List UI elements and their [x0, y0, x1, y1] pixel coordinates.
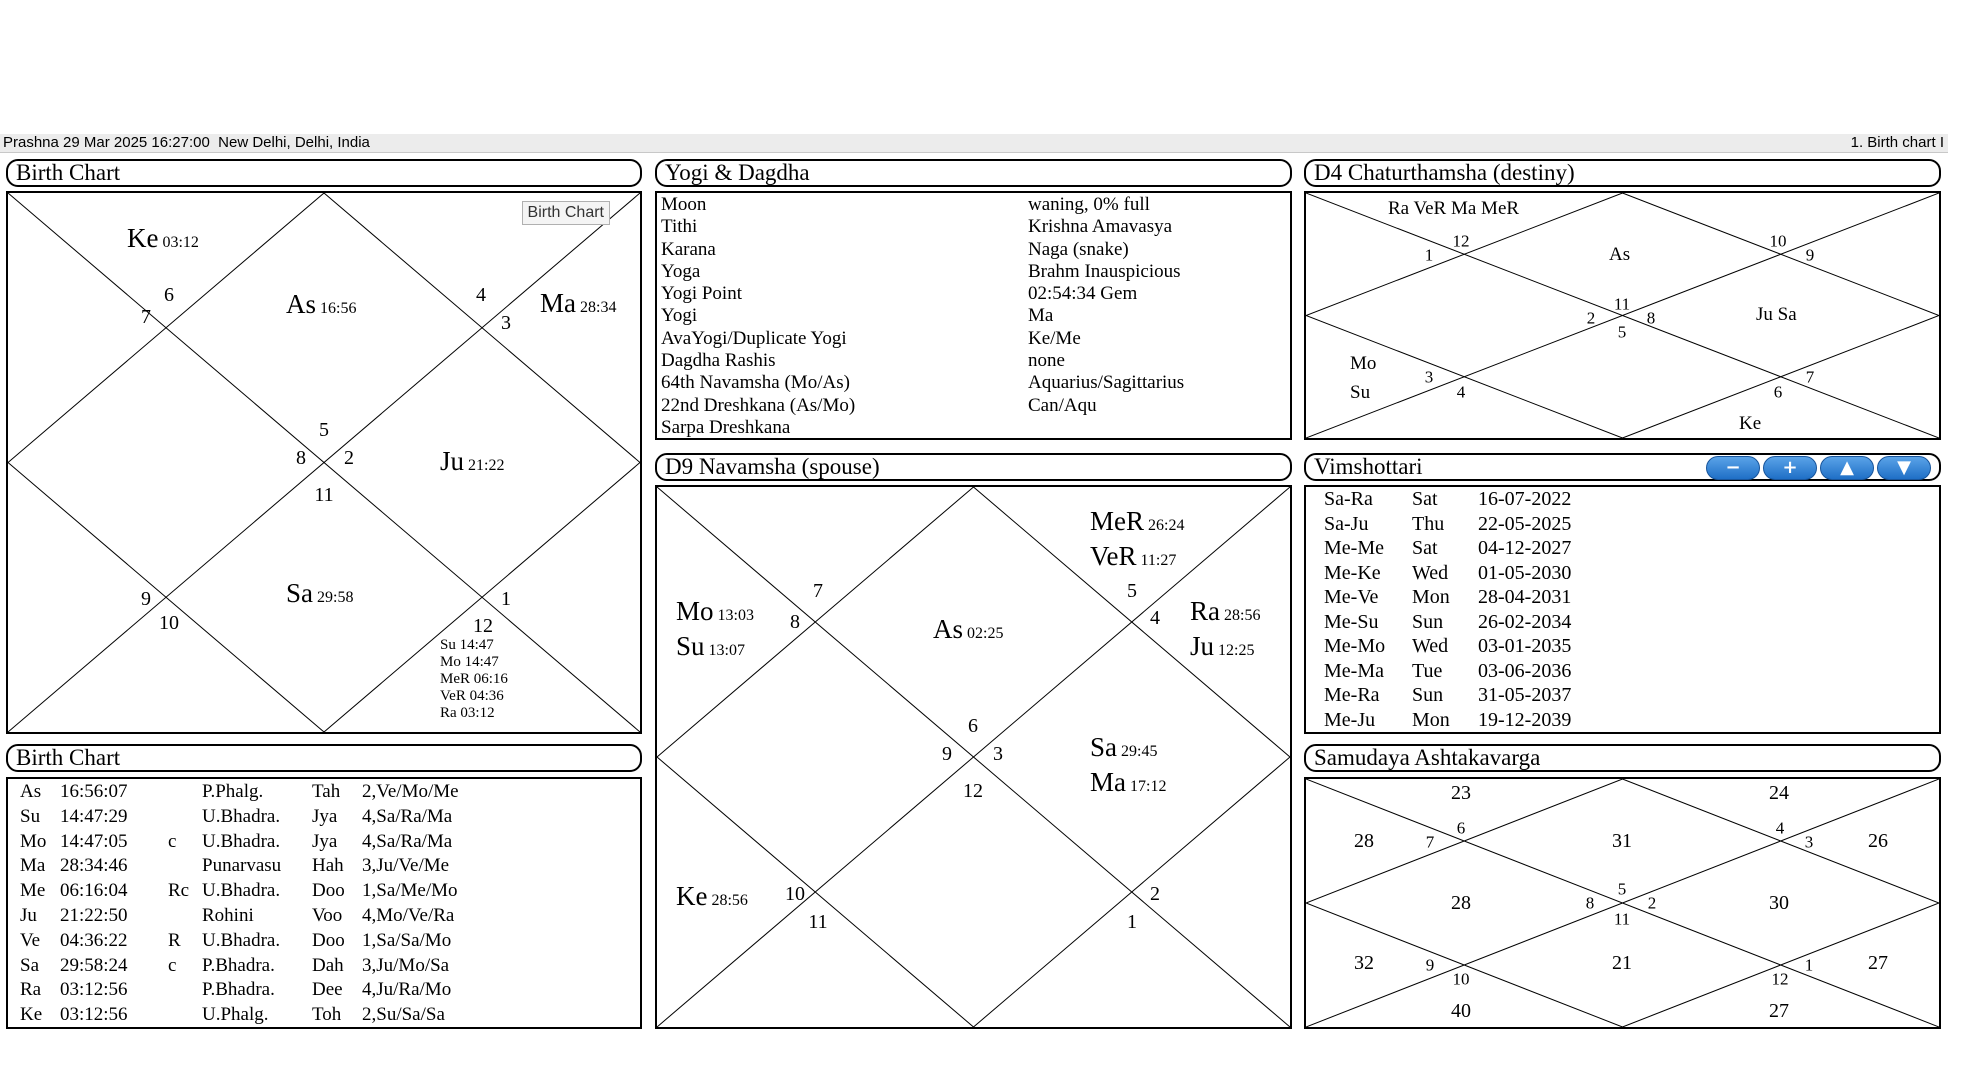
house-number: 9 [1425, 955, 1435, 975]
table-cell [168, 905, 202, 930]
planet-ra[interactable]: Ra 28:56 [1190, 596, 1261, 626]
table-cell: Doo [312, 929, 345, 951]
d4-planets-h6[interactable]: Ke [1739, 413, 1762, 434]
table-row[interactable] [20, 930, 482, 955]
house-number: 11 [808, 911, 828, 933]
table-cell: Jya [312, 805, 338, 827]
house-number: 2 [1586, 308, 1596, 328]
dasha-row[interactable] [1324, 683, 1608, 708]
dasha-cell: 28-04-2031 [1478, 586, 1572, 608]
table-cell: U.Bhadra. [202, 929, 281, 951]
table-cell: U.Phalg. [202, 1004, 269, 1026]
expand-button[interactable]: + [1763, 456, 1817, 480]
table-cell: 3,Ju/Mo/Sa [362, 954, 450, 976]
table-cell: 4,Mo/Ve/Ra [362, 904, 455, 926]
yogi-dagdha-panel [655, 159, 1292, 440]
table-cell: Doo [312, 880, 345, 902]
planet-sa[interactable]: Sa 29:58 [286, 578, 354, 608]
table-cell [168, 855, 202, 880]
table-cell: P.Phalg. [202, 781, 264, 802]
north-indian-chart-grid [1306, 193, 1939, 438]
table-cell: Me [20, 880, 46, 902]
dasha-cell: Mon [1412, 708, 1450, 731]
dasha-table [1324, 487, 1608, 732]
yogi-label: Sarpa Dreshkana [661, 416, 791, 438]
dasha-cell: Sun [1412, 610, 1444, 633]
table-cell: P.Bhadra. [202, 954, 275, 976]
house-number: 4 [1775, 818, 1785, 838]
table-cell: Voo [312, 904, 343, 926]
house-number: 5 [1617, 322, 1627, 342]
north-indian-chart-grid [1306, 779, 1939, 1027]
panel-title[interactable]: Samudaya Ashtakavarga [1304, 744, 1941, 772]
list-item [661, 216, 1278, 238]
dasha-cell: 26-02-2034 [1478, 610, 1572, 633]
dasha-cell: Me-Su [1324, 610, 1379, 633]
house-number: 7 [141, 306, 151, 328]
dasha-cell: Me-Ve [1324, 586, 1379, 608]
house-number: 10 [1769, 231, 1787, 251]
list-item [661, 372, 1278, 394]
table-cell: Dee [312, 979, 343, 1001]
house-number: 4 [476, 284, 486, 306]
north-indian-chart-grid [8, 193, 640, 732]
yogi-label: Tithi [661, 216, 698, 238]
list-item [661, 305, 1278, 327]
d4-panel [1304, 159, 1941, 440]
table-cell: Mo [20, 830, 47, 852]
planet-su[interactable]: Su 13:07 [676, 631, 745, 661]
d9-panel [655, 453, 1292, 1029]
yogi-value: Ke/Me [1028, 327, 1081, 349]
planet-mer[interactable]: MeR 26:24 [1090, 506, 1185, 536]
house-number: 10 [785, 883, 805, 905]
house-number: 11 [1613, 909, 1631, 929]
table-cell: 3,Ju/Ve/Me [362, 855, 450, 877]
planet-small-me[interactable]: MeR 06:16 [440, 671, 508, 687]
d4-planets-h1[interactable]: As [1609, 244, 1631, 265]
house-number: 10 [159, 612, 179, 634]
d4-planets-su[interactable]: Su [1350, 382, 1371, 403]
planet-as[interactable]: As 02:25 [933, 614, 1004, 644]
collapse-button[interactable]: − [1706, 456, 1760, 480]
yogi-value: Brahm Inauspicious [1028, 260, 1181, 282]
table-row[interactable] [20, 979, 482, 1004]
dasha-row[interactable] [1324, 634, 1608, 659]
house-number: 6 [1773, 382, 1783, 402]
house-number: 1 [1804, 955, 1814, 975]
dasha-cell: 19-12-2039 [1478, 708, 1572, 731]
dasha-cell: 01-05-2030 [1478, 561, 1572, 584]
ashtakavarga-points: 28 [1451, 892, 1471, 914]
table-row[interactable] [20, 880, 482, 905]
planet-ma[interactable]: Ma 17:12 [1090, 767, 1167, 797]
dasha-cell: Sat [1412, 488, 1438, 510]
table-cell: 16:56:07 [60, 781, 128, 802]
ashtakavarga-points: 31 [1612, 830, 1632, 852]
house-number: 9 [942, 743, 952, 765]
list-item [661, 417, 1278, 439]
table-cell: 4,Ju/Ra/Mo [362, 979, 452, 1001]
yogi-label: Moon [661, 194, 707, 215]
dasha-cell: Sat [1412, 537, 1438, 559]
house-number: 3 [993, 743, 1003, 765]
ashtakavarga-panel [1304, 744, 1941, 1029]
house-number: 5 [1127, 580, 1137, 602]
dasha-row[interactable] [1324, 708, 1608, 733]
dasha-row[interactable] [1324, 487, 1608, 512]
dasha-cell: Sa-Ra [1324, 488, 1373, 510]
house-number: 7 [813, 580, 823, 602]
birth-table-body [6, 777, 642, 1029]
table-cell: As [20, 781, 42, 802]
house-number: 2 [1647, 893, 1657, 913]
dasha-cell: Me-Ra [1324, 684, 1380, 706]
dasha-row[interactable] [1324, 536, 1608, 561]
house-number: 2 [1150, 883, 1160, 905]
dasha-cell: Me-Mo [1324, 635, 1386, 657]
house-number: 4 [1150, 607, 1160, 629]
table-cell: 04:36:22 [60, 929, 128, 951]
table-row[interactable] [20, 955, 482, 980]
dasha-cell: 22-05-2025 [1478, 512, 1572, 535]
table-cell: R [168, 929, 181, 951]
d4-planets-mo[interactable]: Mo [1350, 353, 1377, 374]
planet-sa[interactable]: Sa 29:45 [1090, 732, 1158, 762]
chart-info-bar [0, 134, 1948, 153]
yogi-label: Yogi [661, 305, 698, 327]
table-cell: U.Bhadra. [202, 880, 281, 902]
table-cell: Dah [312, 954, 344, 976]
ashtakavarga-body[interactable] [1304, 777, 1941, 1029]
table-cell: Sa [20, 954, 39, 976]
dasha-cell: 31-05-2037 [1478, 684, 1572, 706]
dasha-cell: Wed [1412, 635, 1449, 657]
yogi-label: 64th Navamsha (Mo/As) [661, 372, 850, 394]
house-number: 8 [790, 611, 800, 633]
d4-planets-h4[interactable]: Ju Sa [1756, 304, 1797, 325]
table-cell: Hah [312, 855, 344, 877]
planet-ju[interactable]: Ju 21:22 [440, 446, 505, 476]
table-cell: 03:12:56 [60, 979, 128, 1001]
table-cell: Tah [312, 781, 341, 802]
dasha-cell: Thu [1412, 512, 1445, 535]
list-item [661, 283, 1278, 305]
birth-table-panel [6, 744, 642, 1029]
table-cell: Ju [20, 904, 37, 926]
table-cell: Ra [20, 979, 42, 1001]
house-number: 3 [1424, 367, 1434, 387]
dasha-cell: 03-06-2036 [1478, 659, 1572, 682]
house-number: 6 [1456, 818, 1466, 838]
planet-small-ve[interactable]: VeR 04:36 [440, 688, 504, 704]
yogi-label: Karana [661, 238, 716, 260]
house-number: 8 [1646, 308, 1656, 328]
ashtakavarga-points: 27 [1868, 952, 1888, 974]
table-cell: Rohini [202, 904, 254, 926]
dasha-cell: Me-Ma [1324, 659, 1384, 682]
scroll-down-button[interactable]: ▼ [1877, 456, 1931, 480]
panel-title[interactable]: D9 Navamsha (spouse) [655, 453, 1292, 481]
dasha-row[interactable] [1324, 561, 1608, 586]
house-number: 12 [1771, 969, 1789, 989]
house-number: 11 [314, 484, 334, 506]
yogi-value: Ma [1028, 305, 1054, 327]
yogi-value: Aquarius/Sagittarius [1028, 372, 1185, 394]
table-cell: 2,Su/Sa/Sa [362, 1004, 445, 1026]
house-number: 12 [963, 780, 983, 802]
planet-ke[interactable]: Ke 03:12 [127, 223, 199, 253]
house-number: 12 [1452, 231, 1470, 251]
dasha-cell: 04-12-2027 [1478, 537, 1572, 559]
house-number: 11 [1613, 294, 1631, 314]
table-cell: 1,Sa/Me/Mo [362, 880, 458, 902]
chart-info-text: Prashna 29 Mar 2025 16:27:00 New Delhi, Delhi, India [3, 134, 370, 151]
table-cell: P.Bhadra. [202, 979, 275, 1001]
panel-title[interactable]: Yogi & Dagdha [655, 159, 1292, 187]
house-number: 1 [1127, 911, 1137, 933]
yogi-label: Yoga [661, 260, 701, 282]
ashtakavarga-points: 40 [1451, 1000, 1471, 1022]
table-row[interactable] [20, 781, 482, 806]
yogi-value: Can/Aqu [1028, 394, 1097, 416]
table-cell [168, 979, 202, 1004]
vimshottari-body [1304, 485, 1941, 734]
house-number: 3 [1804, 832, 1814, 852]
yogi-value: Krishna Amavasya [1028, 216, 1173, 238]
planet-ju[interactable]: Ju 12:25 [1190, 631, 1255, 661]
yogi-value: Naga (snake) [1028, 238, 1129, 260]
house-number: 10 [1452, 969, 1470, 989]
table-cell: U.Bhadra. [202, 830, 281, 852]
table-cell: 14:47:29 [60, 805, 128, 827]
house-number: 9 [1805, 245, 1815, 265]
list-item [661, 350, 1278, 372]
table-cell: Jya [312, 830, 338, 852]
house-number: 7 [1805, 367, 1815, 387]
ashtakavarga-points: 24 [1769, 782, 1789, 804]
planet-small-mo[interactable]: Mo 14:47 [440, 654, 499, 670]
list-item [661, 395, 1278, 417]
house-number: 8 [1585, 893, 1595, 913]
planet-mo[interactable]: Mo 13:03 [676, 596, 754, 626]
table-row[interactable] [20, 806, 482, 831]
dasha-cell: Me-Ke [1324, 561, 1381, 584]
table-row[interactable] [20, 855, 482, 880]
planet-ke[interactable]: Ke 28:56 [676, 881, 748, 911]
dasha-cell: Me-Ju [1324, 708, 1376, 731]
table-cell: 4,Sa/Ra/Ma [362, 830, 453, 852]
table-row[interactable] [20, 1004, 482, 1029]
planet-small-ra[interactable]: Ra 03:12 [440, 705, 495, 721]
yogi-label: AvaYogi/Duplicate Yogi [661, 327, 847, 349]
table-cell: 29:58:24 [60, 954, 128, 976]
table-cell: 1,Sa/Sa/Mo [362, 929, 452, 951]
table-cell: 21:22:50 [60, 904, 128, 926]
house-number: 5 [1617, 879, 1627, 899]
table-cell: 14:47:05 [60, 830, 128, 852]
house-number: 1 [1424, 245, 1434, 265]
ashtakavarga-points: 21 [1612, 952, 1632, 974]
planet-small-su[interactable]: Su 14:47 [440, 637, 494, 653]
planet-ver[interactable]: VeR 11:27 [1090, 541, 1177, 571]
panel-title[interactable]: Birth Chart [6, 159, 642, 187]
chart-selector-label[interactable]: 1. Birth chart I [1850, 134, 1944, 151]
dasha-row[interactable] [1324, 512, 1608, 537]
dasha-cell: Sa-Ju [1324, 512, 1369, 535]
table-cell: Ma [20, 855, 46, 877]
house-number: 3 [501, 312, 511, 334]
table-cell: Su [20, 805, 41, 827]
yogi-table [661, 194, 1278, 439]
house-number: 2 [344, 447, 354, 469]
house-number: 12 [473, 615, 493, 637]
ashtakavarga-points: 27 [1769, 1000, 1789, 1022]
panel-title[interactable]: Vimshottari [1304, 453, 1941, 481]
table-cell: c [168, 954, 177, 976]
birth-chart-body[interactable] [6, 191, 642, 734]
table-cell: Rc [168, 880, 190, 902]
yogi-body [655, 191, 1292, 440]
planet-as[interactable]: As 16:56 [286, 289, 357, 319]
panel-title[interactable]: Birth Chart [6, 744, 642, 772]
dasha-cell: 16-07-2022 [1478, 488, 1572, 510]
scroll-up-button[interactable]: ▲ [1820, 456, 1874, 480]
d4-body[interactable] [1304, 191, 1941, 440]
table-cell: 28:34:46 [60, 855, 128, 877]
yogi-label: Yogi Point [661, 283, 742, 305]
list-item [661, 261, 1278, 283]
planet-ma[interactable]: Ma 28:34 [540, 288, 617, 318]
table-cell: Ve [20, 929, 41, 951]
chart-tooltip: Birth Chart [522, 201, 610, 225]
d9-body[interactable] [655, 485, 1292, 1029]
table-cell: 03:12:56 [60, 1004, 128, 1026]
dasha-cell: Tue [1412, 659, 1443, 682]
ashtakavarga-points: 28 [1354, 830, 1374, 852]
table-cell [168, 781, 202, 806]
house-number: 5 [319, 419, 329, 441]
house-number: 1 [501, 588, 511, 610]
table-cell: Toh [312, 1004, 342, 1026]
list-item [661, 194, 1278, 216]
dasha-cell: Sun [1412, 684, 1444, 706]
house-number: 6 [164, 284, 174, 306]
table-cell: c [168, 830, 177, 852]
yogi-value: 02:54:34 Gem [1028, 283, 1138, 305]
dasha-row[interactable] [1324, 659, 1608, 684]
house-number: 6 [968, 715, 978, 737]
ashtakavarga-points: 32 [1354, 952, 1374, 974]
planet-positions-table [20, 781, 482, 1029]
house-number: 7 [1425, 832, 1435, 852]
table-cell [168, 806, 202, 831]
dasha-cell: 03-01-2035 [1478, 635, 1572, 657]
list-item [661, 328, 1278, 350]
house-number: 9 [141, 588, 151, 610]
table-row[interactable] [20, 831, 482, 856]
yogi-label: Dagdha Rashis [661, 350, 776, 372]
yogi-value: none [1028, 350, 1065, 372]
list-item [661, 239, 1278, 261]
house-number: 8 [296, 447, 306, 469]
birth-chart-panel [6, 159, 642, 734]
table-cell [168, 1004, 202, 1029]
table-row[interactable] [20, 905, 482, 930]
dasha-cell: Wed [1412, 561, 1449, 584]
yogi-value: waning, 0% full [1028, 194, 1150, 215]
dasha-cell: Mon [1412, 586, 1450, 608]
north-indian-chart-grid [657, 487, 1290, 1027]
dasha-row[interactable] [1324, 610, 1608, 635]
panel-title[interactable]: D4 Chaturthamsha (destiny) [1304, 159, 1941, 187]
table-cell: Punarvasu [202, 855, 282, 877]
ashtakavarga-points: 30 [1769, 892, 1789, 914]
house-number: 4 [1456, 382, 1466, 402]
d4-planets-h12[interactable]: Ra VeR Ma MeR [1388, 198, 1520, 219]
ashtakavarga-points: 23 [1451, 782, 1471, 804]
table-cell: 4,Sa/Ra/Ma [362, 805, 453, 827]
table-cell: 2,Ve/Mo/Me [362, 781, 459, 802]
table-cell: U.Bhadra. [202, 805, 281, 827]
table-cell: Ke [20, 1004, 43, 1026]
yogi-value [1028, 417, 1278, 439]
ashtakavarga-points: 26 [1868, 830, 1888, 852]
vimshottari-panel [1304, 453, 1941, 734]
dasha-row[interactable] [1324, 585, 1608, 610]
yogi-label: 22nd Dreshkana (As/Mo) [661, 394, 856, 416]
dasha-cell: Me-Me [1324, 537, 1384, 559]
table-cell: 06:16:04 [60, 880, 128, 902]
